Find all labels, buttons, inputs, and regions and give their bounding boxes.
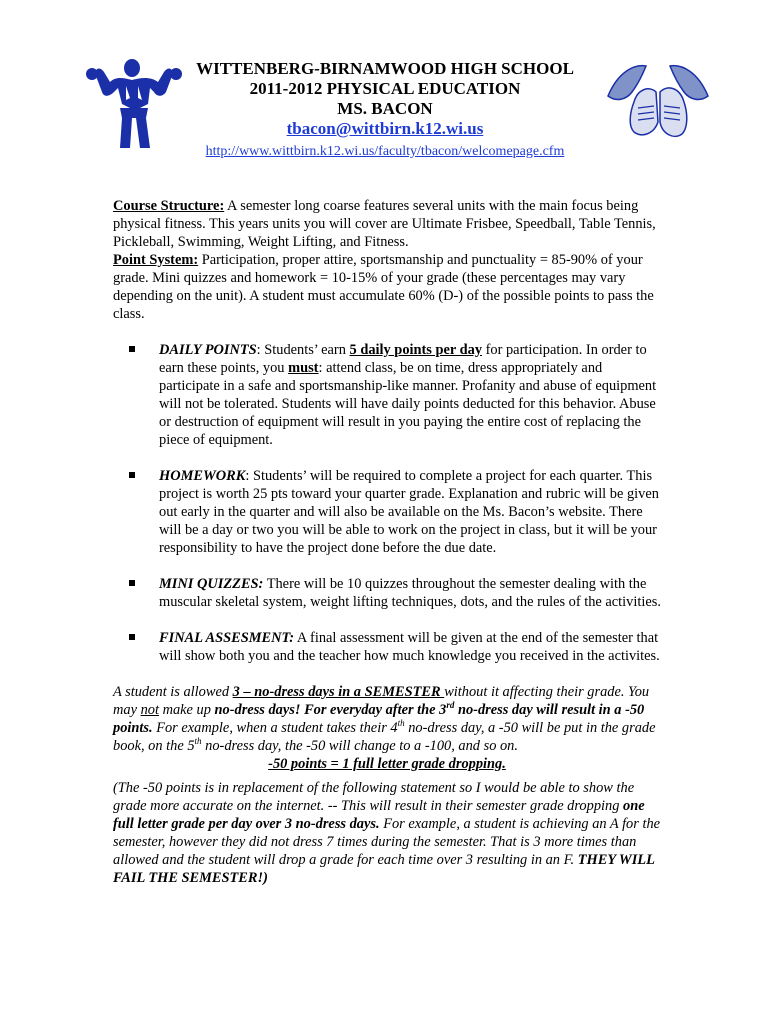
policy-sup-th-2: th [194, 736, 202, 747]
final-assessment-text: A final assessment will be given at the end of the semester that will show both you and the teacher how much knowledge you received in the activites. [159, 630, 660, 664]
bullet-square-icon [129, 472, 135, 478]
daily-points-text: : Students’ earn [256, 342, 350, 358]
policy-text-8: For example, when a student takes their 4 [152, 720, 398, 736]
point-system-label: Point System: [113, 252, 199, 268]
bullet-square-icon [129, 346, 135, 352]
course-structure-text: A semester long coarse features several units with the main focus being physical fitness. This years units you will cover are Ultimate Frisbee, Speedball, Table Tennis, Pickleball, Swimming, Weight Lifting, and Fitness. [113, 198, 656, 250]
replacement-text-2: one full letter grade per day over 3 no-dress days. [113, 798, 645, 832]
bullet-square-icon [129, 580, 135, 586]
daily-points-highlight: 5 daily points per day [349, 342, 483, 358]
policy-center-line [113, 755, 661, 773]
grading-bullet-list [113, 341, 661, 665]
replacement-text-4: THEY WILL FAIL THE SEMESTER!) [113, 852, 655, 886]
course-structure-label: Course Structure: [113, 198, 225, 214]
no-dress-policy-paragraph [113, 683, 661, 755]
daily-points-must: must [288, 360, 319, 376]
course-title: 2011-2012 PHYSICAL EDUCATION [249, 79, 521, 98]
final-assessment-title: FINAL ASSESMENT: [159, 630, 295, 646]
list-item-final-assessment [113, 629, 661, 665]
policy-text-5: make up [158, 702, 215, 718]
daily-points-text-2: for participation. In order to earn these points, you [159, 342, 647, 376]
policy-text-2: 3 – no-dress days in a SEMESTER [232, 684, 445, 700]
daily-points-title: DAILY POINTS [159, 342, 257, 358]
point-system-paragraph [113, 251, 661, 323]
bullet-square-icon [129, 634, 135, 640]
policy-text-6: no-dress days! For everyday after the 3 [214, 702, 447, 718]
document-header [180, 59, 590, 161]
mini-quizzes-text: There will be 10 quizzes throughout the semester dealing with the muscular skeletal system, weight lifting techniques, dots, and the rules of the activities. [159, 576, 661, 610]
homework-title: HOMEWORK [159, 468, 246, 484]
policy-text-9: no-dress day, a -50 will be put in the grade book, on the 5 [113, 720, 656, 754]
mini-quizzes-title: MINI QUIZZES: [159, 576, 264, 592]
list-item-mini-quizzes [113, 575, 661, 611]
point-system-text: Participation, proper attire, sportsmanship and punctuality = 85-90% of your grade. Mini quizzes and homework = 10-15% of your grade (these percentages may vary depending on the unit). A student must accumulate 60% (D-) of the possible points to pass the class. [113, 252, 654, 322]
syllabus-body [113, 197, 661, 887]
policy-text-1: A student is allowed [113, 684, 233, 700]
daily-points-text-3: : attend class, be on time, dress appropriately and participate in a safe and sportsmanship-like manner. Profanity and abuse of equipment will not be tolerated. Students will have daily points deducted for this behavior. Abuse or destruction of equipment will result in you paying the entire cost of replacing the piece of equipment. [159, 360, 657, 448]
policy-text-4: not [140, 702, 159, 718]
policy-text-3: without it affecting their grade. You may [113, 684, 650, 718]
policy-text-7: no-dress day will result in a -50 points. [113, 702, 645, 736]
list-item-homework [113, 467, 661, 557]
replacement-text-1: (The -50 points is in replacement of the following statement so I would be able to show the grade more accurate on the internet. -- This will result in their semester grade dropping [113, 780, 635, 814]
policy-sup-th-1: th [397, 718, 405, 729]
list-item-daily-points [113, 341, 661, 449]
replacement-text-3: For example, a student is achieving an A for the semester, however they did not dress 7 times during the semester. That is 3 more times than allowed and the student will drop a grade for each time over 3 resulting in an F. [113, 816, 661, 868]
policy-center-text: -50 points = 1 full letter grade dropping. [268, 756, 506, 772]
policy-text-10: no-dress day, the -50 will change to a -100, and so on. [201, 738, 518, 754]
teacher-email-link[interactable]: tbacon@wittbirn.k12.wi.us [286, 119, 484, 138]
policy-sup-rd: rd [446, 700, 455, 711]
course-structure-paragraph [113, 197, 661, 251]
replacement-note-paragraph [113, 779, 661, 887]
winged-shoes-logo-icon [598, 52, 718, 152]
teacher-website-link[interactable]: http://www.wittbirn.k12.wi.us/faculty/tbacon/welcomepage.cfm [205, 144, 565, 159]
school-name: WITTENBERG-BIRNAMWOOD HIGH SCHOOL [196, 59, 574, 78]
teacher-name: MS. BACON [337, 99, 433, 118]
homework-text: : Students’ will be required to complete a project for each quarter. This project is worth 25 pts toward your quarter grade. Explanation and rubric will be given out early in the quarter and will also be available on the Ms. Bacon’s website. There will be a day or two you will be able to work on the project in class, but it will be your responsibility to have the project done before the due date. [159, 468, 659, 556]
bodybuilder-logo-icon [80, 52, 188, 152]
